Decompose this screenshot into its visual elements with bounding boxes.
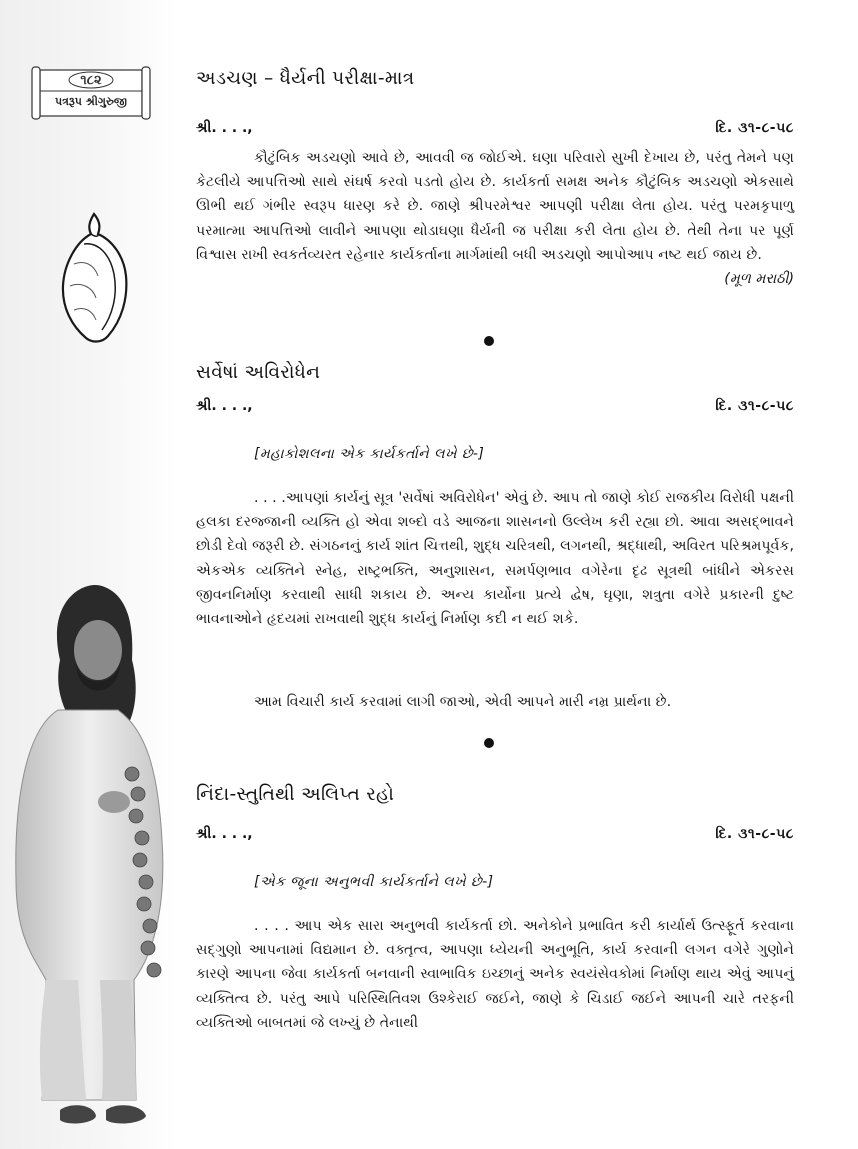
letter-heading: સર્વેષાં અવિરોધેન — [196, 362, 321, 383]
portrait-photo — [6, 580, 184, 1132]
conch-shell-icon — [58, 212, 130, 344]
letter-date: દિ. ૩૧-૮-૫૮ — [715, 826, 794, 842]
letter-closing: આમ વિચારી કાર્ય કરવામાં લાગી જાઓ, એવી આપને મારી નમ્ર પ્રાર્થના છે. — [254, 694, 672, 710]
section-separator — [484, 738, 494, 748]
letter-date: દિ. ૩૧-૮-૫૮ — [715, 120, 794, 136]
recipient-note: [મહાકોશલના એક કાર્યકર્તાને લખે છે-] — [254, 446, 485, 462]
letter-body: . . . . આપ એક સારા અનુભવી કાર્યકર્તા છો. અનેકોને પ્રભાવિત કરી કાર્યાર્થ ઉત્સ્ફૂર્ત કરવાના સદ્ગુણો આપનામાં વિદ્યમાન છે. વક્તૃત્વ, આપણા ધ્યેયની અનુભૂતિ, કાર્ય કરવાની લગન વગેરે ગુણોને કારણે આપના જેવા કાર્યકર્તા બનવાની સ્વાભાવિક ઇચ્છાનું અનેક સ્વયંસેવકોમાં નિર્માણ થાય એવું આપનું વ્યક્તિત્વ છે. પરંતુ આપે પરિસ્થિતિવશ ઉશ્કેરાઈ જઈને, જાણે કે ચિડાઈ જઈને આપની ચારે તરફની વ્યક્તિઓ બાબતમાં જે લખ્યું છે તેનાથી — [196, 918, 794, 1031]
recipient-note: [એક જૂના અનુભવી કાર્યકર્તાને લખે છે-] — [254, 874, 494, 890]
letter-heading: નિંદા-સ્તુતિથી અલિપ્ત રહો — [196, 784, 395, 805]
letter-heading: અડચણ – ધૈર્યની પરીક્ષા-માત્ર — [196, 68, 415, 89]
letter-date: દિ. ૩૧-૮-૫૮ — [715, 398, 794, 414]
source-language-note: (મૂળ મરાઠી) — [724, 271, 794, 288]
letter-body-text: કૌટુંબિક અડચણો આવે છે, આવવી જ જોઈએ. ઘણા પરિવારો સુખી દેખાય છે, પરંતુ તેમને પણ કેટલીયે આપત્તિઓ સાથે સંઘર્ષ કરવો પડતો હોય છે. કાર્યકર્તા સમક્ષ અનેક કૌટુંબિક અડચણો એકસાથે ઊભી થઈ ગંભીર સ્વરૂપ ધારણ કરે છે. જાણે શ્રીપરમેશ્વર આપણી પરીક્ષા લેતા હોય. પરંતુ પરમકૃપાળુ પરમાત્મા આપત્તિઓ લાવીને આપણા થોડાઘણા ધૈર્યની જ પરીક્ષા કરી લેતા હોય છે. તેથી તેના પર પૂર્ણ વિશ્વાસ રાખી સ્વકર્તવ્યરત રહેનાર કાર્યકર્તાના માર્ગમાંથી બધી અડચણો આપોઆપ નષ્ટ થઈ જાય છે. — [196, 150, 794, 263]
letter-body — [196, 146, 794, 291]
letter-salutation: શ્રી. . . ., — [196, 120, 253, 136]
letter-body: . . . .આપણાં કાર્યનું સૂત્ર 'સર્વેષાં અવિરોધેન' એવું છે. આપ તો જાણે કોઈ રાજકીય વિરોધી પક્ષની હલકા દરજ્જાની વ્યક્તિ હો એવા શબ્દો વડે આજના શાસનનો ઉલ્લેખ કરી રહ્યા છો. આવા અસદ્ભાવને છોડી દેવો જરૂરી છે. સંગઠનનું કાર્ય શાંત ચિત્તથી, શુદ્ધ ચરિત્રથી, લગનથી, શ્રદ્ધાથી, અવિરત પરિશ્રમપૂર્વક, એકએક વ્યક્તિને સ્નેહ, રાષ્ટ્રભક્તિ, અનુશાસન, સમર્પણભાવ વગેરેના દૃઢ સૂત્રથી બાંધીને એકરસ જીવનનિર્માણ કરવાથી સાધી શકાય છે. અન્ય કાર્યોના પ્રત્યે દ્વેષ, ઘૃણા, શત્રુતા વગેરે પ્રકારની દુષ્ટ ભાવનાઓને હૃદયમાં રાખવાથી શુદ્ધ કાર્યનું નિર્માણ કદી ન થઈ શકે. — [196, 490, 794, 628]
page-header-badge — [28, 64, 154, 122]
section-separator — [484, 336, 494, 346]
page-number: ૧૮૨ — [80, 73, 102, 88]
letter-salutation: શ્રી. . . ., — [196, 826, 253, 842]
running-title: પત્રરૂપ શ્રીગુરુજી — [55, 95, 127, 108]
letter-salutation: શ્રી. . . ., — [196, 398, 253, 414]
